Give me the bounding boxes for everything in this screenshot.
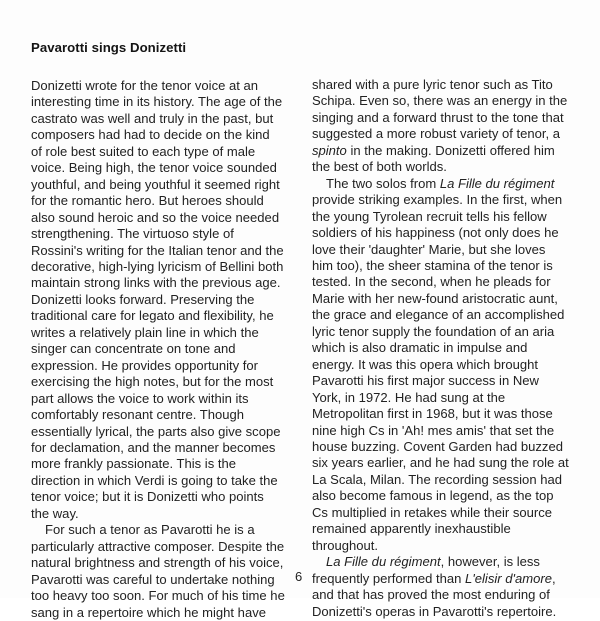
text-line: also sound heroic and so the voice needed bbox=[31, 209, 280, 225]
text-line: lyric tenor supply the foundation of an aria bbox=[312, 323, 555, 339]
text-line: the way. bbox=[31, 505, 79, 521]
italic-term: spinto bbox=[312, 142, 347, 158]
text-line: suggested a more robust variety of tenor, a bbox=[312, 126, 561, 142]
page-number: 6 bbox=[295, 569, 303, 584]
text-line: interesting time in its history. The age of the bbox=[31, 94, 283, 110]
text-line: six years earlier, and he had sung the role at bbox=[312, 455, 569, 471]
text-line: part allows the voice to work within its bbox=[31, 390, 249, 406]
text-line: nine high Cs in 'Ah! mes amis' that set the bbox=[312, 422, 555, 438]
text-line: Donizetti looks forward. Preserving the bbox=[31, 291, 255, 307]
text-line: Cs multiplied in retakes while their source bbox=[312, 504, 553, 520]
text-line: Pavarotti was careful to undertake nothing bbox=[31, 571, 275, 587]
text-line: the grace and elegance of an accomplished bbox=[312, 307, 565, 323]
text-line: remained apparently inexhaustible bbox=[312, 521, 511, 537]
text-line: Marie with her new-found aristocratic aunt, bbox=[312, 290, 558, 306]
text-line: singing and a forward thrust to the tone that bbox=[312, 109, 564, 125]
text-line: voice. Being high, the tenor voice sounded bbox=[31, 160, 277, 176]
text-line: also become famous in legend, as the top bbox=[312, 488, 554, 504]
text-line: La Scala, Milan. The recording session had bbox=[312, 471, 562, 487]
page-title: Pavarotti sings Donizetti bbox=[31, 40, 187, 55]
text-line: Donizetti wrote for the tenor voice at an bbox=[31, 78, 258, 93]
text-line: For such a tenor as Pavarotti he is a bbox=[45, 522, 255, 538]
text-line: of role best suited to each type of male bbox=[31, 143, 256, 159]
text-line: him too), the sheer stamina of the tenor is bbox=[312, 257, 553, 273]
text-line: sang in a repertoire which he might have bbox=[31, 604, 266, 620]
text-line: too heavy too soon. For much of his time he bbox=[31, 588, 285, 604]
text-line: expression. He provides opportunity for bbox=[31, 357, 258, 373]
text-line: more frankly passionate. This is the bbox=[31, 456, 236, 472]
text-line: natural brightness and strength of his voice, bbox=[31, 555, 284, 571]
text-line: singer can concentrate on tone and bbox=[31, 341, 236, 357]
text-line: York, in 1972. He had sung at the bbox=[312, 389, 506, 405]
text-line bbox=[312, 176, 592, 192]
text-line: strengthening. The virtuoso style of bbox=[31, 226, 234, 242]
text-line: the best of both worlds. bbox=[312, 159, 447, 175]
text-line bbox=[312, 554, 592, 570]
text-fragment: The two solos from bbox=[326, 175, 440, 191]
text-line: Pavarotti his first major success in New bbox=[312, 373, 539, 389]
text-line: tenor voice; but it is Donizetti who points bbox=[31, 489, 264, 505]
italic-title: La Fille du régiment bbox=[326, 554, 441, 570]
right-column bbox=[312, 77, 592, 620]
text-line: Schipa. Even so, there was an energy in the bbox=[312, 93, 568, 109]
text-fragment: , however, is less bbox=[440, 554, 540, 570]
text-line: provide striking examples. In the first, when bbox=[312, 192, 563, 208]
text-line: writes a relatively plain line in which the bbox=[31, 324, 259, 340]
text-line: traditional care for legato and flexibility, he bbox=[31, 308, 274, 324]
text-line: castrato was well and truly in the past, but bbox=[31, 110, 274, 126]
text-line: exercising the high notes, but for the most bbox=[31, 374, 274, 390]
text-fragment: in the making. Donizetti offered him bbox=[346, 142, 555, 158]
text-line: comfortably resonant centre. Though bbox=[31, 407, 244, 423]
text-line: composers had had to decide on the kind bbox=[31, 127, 270, 143]
text-line: energy. It was this opera which brought bbox=[312, 356, 539, 372]
left-column bbox=[31, 78, 307, 621]
text-line: house buzzing. Covent Garden had buzzed bbox=[312, 438, 563, 454]
text-line: Rossini's writing for the Italian tenor and the bbox=[31, 242, 284, 258]
text-line: throughout. bbox=[312, 537, 379, 553]
italic-title: La Fille du régiment bbox=[439, 175, 555, 191]
text-line: soldiers of his happiness (not only does he bbox=[312, 225, 559, 241]
text-line: Metropolitan first in 1968, but it was those bbox=[312, 406, 553, 422]
text-fragment: , bbox=[551, 570, 556, 586]
text-line: maintain strong links with the previous age. bbox=[31, 275, 281, 291]
text-line: direction in which Verdi is going to take the bbox=[31, 472, 278, 488]
text-line: particularly attractive composer. Despite the bbox=[31, 538, 285, 554]
text-line: decorative, high-lying lyricism of Bellini both bbox=[31, 258, 284, 274]
text-line bbox=[312, 571, 592, 587]
text-line: which is also dramatic in impulse and bbox=[312, 340, 528, 356]
text-line: essentially lyrical, the parts also give scope bbox=[31, 423, 281, 439]
text-line bbox=[312, 143, 592, 159]
italic-title: L'elisir d'amore bbox=[465, 570, 552, 586]
text-line: shared with a pure lyric tenor such as Tito bbox=[312, 77, 553, 92]
text-line: for declamation, and the manner becomes bbox=[31, 439, 276, 455]
text-line: and that has proved the most enduring of bbox=[312, 587, 550, 603]
text-line: for the romantic hero. But heroes should bbox=[31, 193, 264, 209]
text-line: tested. In the second, when he pleads for bbox=[312, 274, 551, 290]
text-fragment: frequently performed than bbox=[312, 570, 466, 586]
text-line: Donizetti's operas in Pavarotti's repertoire. bbox=[312, 603, 557, 619]
text-line: youthful, and being youthful it seemed right bbox=[31, 176, 280, 192]
text-line: the young Tyrolean recruit tells his fellow bbox=[312, 208, 547, 224]
text-line: love their 'daughter' Marie, but she loves bbox=[312, 241, 546, 257]
